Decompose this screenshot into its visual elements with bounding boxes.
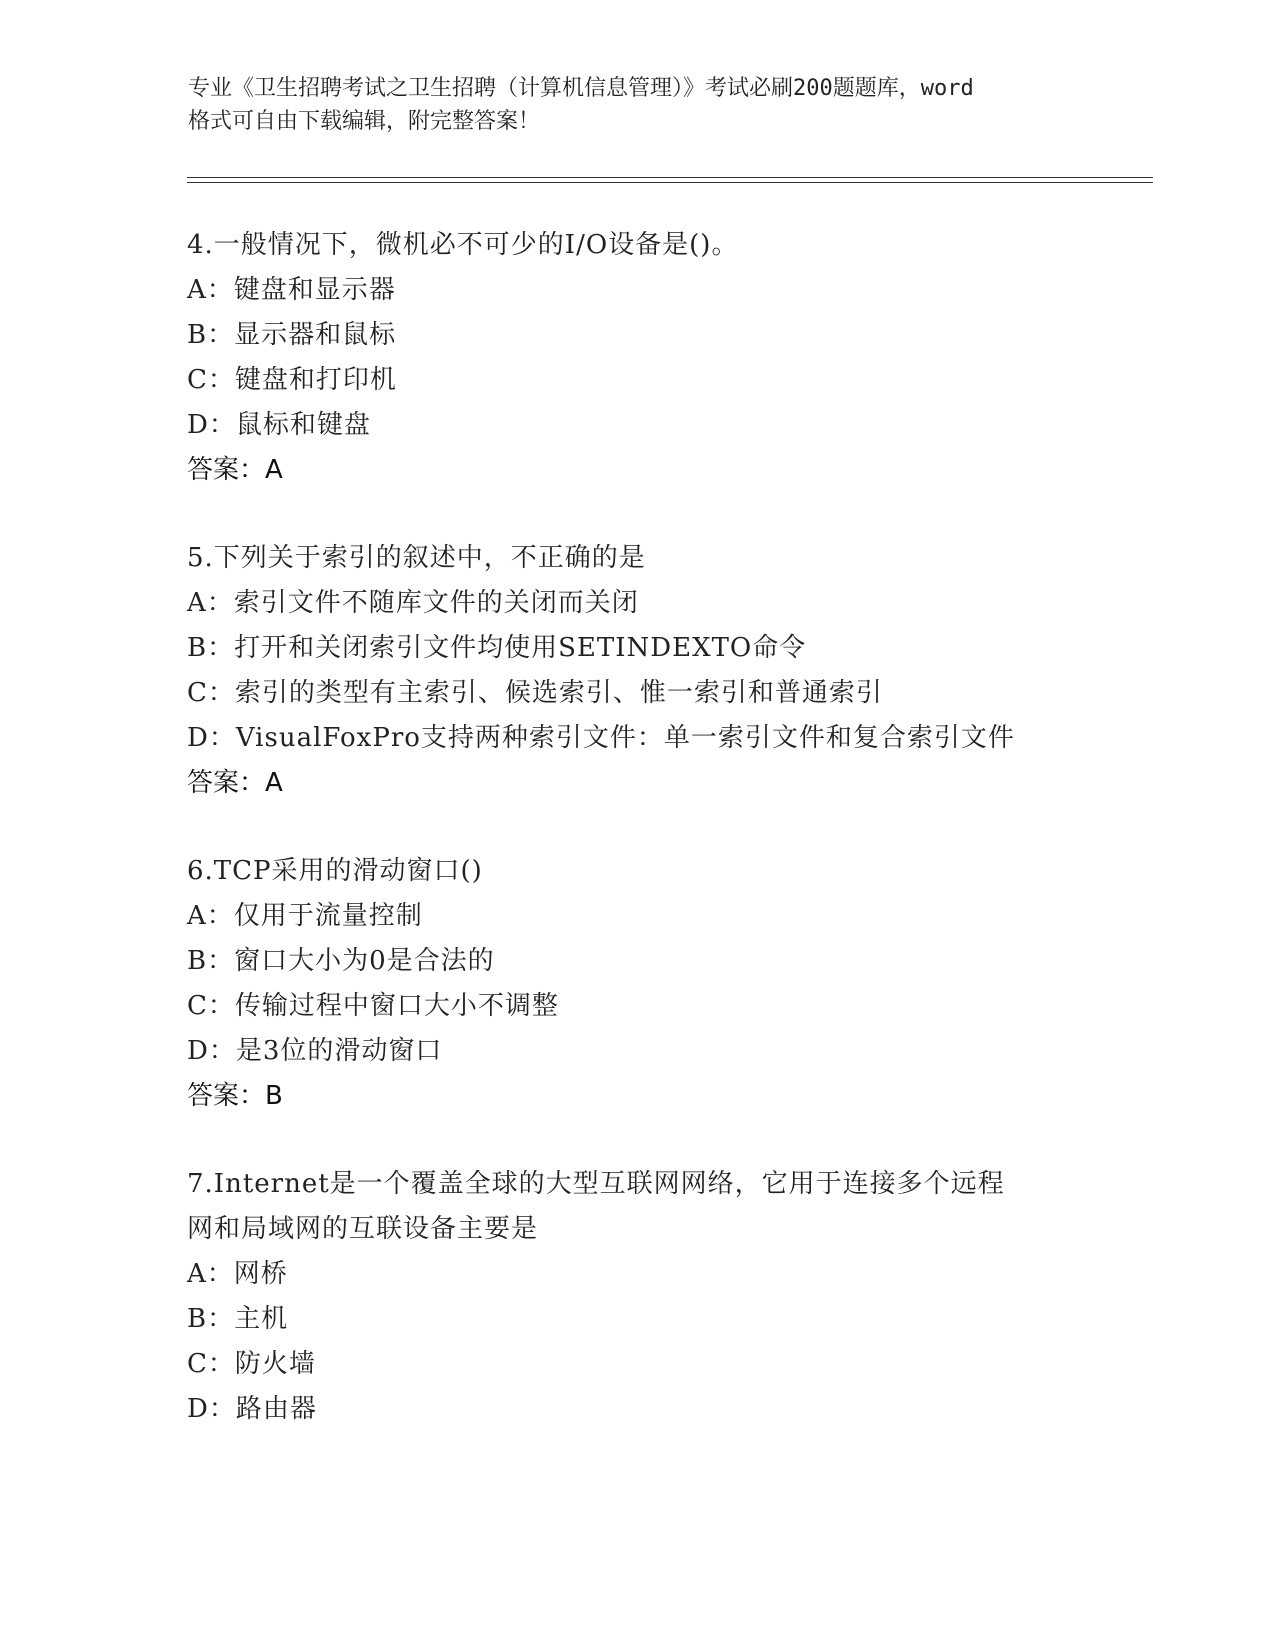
- header-line-1: 专业《卫生招聘考试之卫生招聘（计算机信息管理）》考试必刷200题题库，word: [188, 76, 974, 101]
- option-a: A：网桥: [187, 1259, 288, 1289]
- answer: 答案：A: [187, 768, 283, 798]
- option-d: D：路由器: [187, 1394, 317, 1424]
- question-stem: 5.下列关于索引的叙述中，不正确的是: [187, 543, 646, 573]
- option-d: D：是3位的滑动窗口: [187, 1036, 443, 1066]
- question-stem: 6.TCP采用的滑动窗口(): [187, 856, 483, 886]
- option-d: D：VisualFoxPro支持两种索引文件：单一索引文件和复合索引文件: [187, 723, 1015, 753]
- option-c: C：防火墙: [187, 1349, 316, 1379]
- header-rule-bottom: [187, 182, 1153, 183]
- answer: 答案：A: [187, 455, 283, 485]
- option-a: A：索引文件不随库文件的关闭而关闭: [187, 588, 639, 618]
- option-a: A：键盘和显示器: [187, 275, 396, 305]
- option-b: B：显示器和鼠标: [187, 320, 397, 350]
- option-d: D：鼠标和键盘: [187, 410, 371, 440]
- question-4: [187, 223, 1147, 493]
- document-header: [188, 72, 1088, 138]
- answer: 答案：B: [187, 1081, 283, 1111]
- question-7: [187, 1162, 1147, 1432]
- header-rule-top: [187, 177, 1153, 178]
- option-a: A：仅用于流量控制: [187, 901, 423, 931]
- question-stem-line-2: 网和局域网的互联设备主要是: [187, 1214, 539, 1244]
- header-line-2: 格式可自由下载编辑，附完整答案！: [188, 109, 541, 134]
- option-c: C：传输过程中窗口大小不调整: [187, 991, 559, 1021]
- question-5: [187, 536, 1147, 806]
- option-b: B：窗口大小为0是合法的: [187, 946, 495, 976]
- question-6: [187, 849, 1147, 1119]
- question-stem: 4.一般情况下，微机必不可少的I/O设备是()。: [187, 230, 739, 260]
- option-b: B：主机: [187, 1304, 289, 1334]
- option-c: C：索引的类型有主索引、候选索引、惟一索引和普通索引: [187, 678, 883, 708]
- option-c: C：键盘和打印机: [187, 365, 397, 395]
- option-b: B：打开和关闭索引文件均使用SETINDEXTO命令: [187, 633, 807, 663]
- question-stem-line-1: 7.Internet是一个覆盖全球的大型互联网网络，它用于连接多个远程: [187, 1169, 1005, 1199]
